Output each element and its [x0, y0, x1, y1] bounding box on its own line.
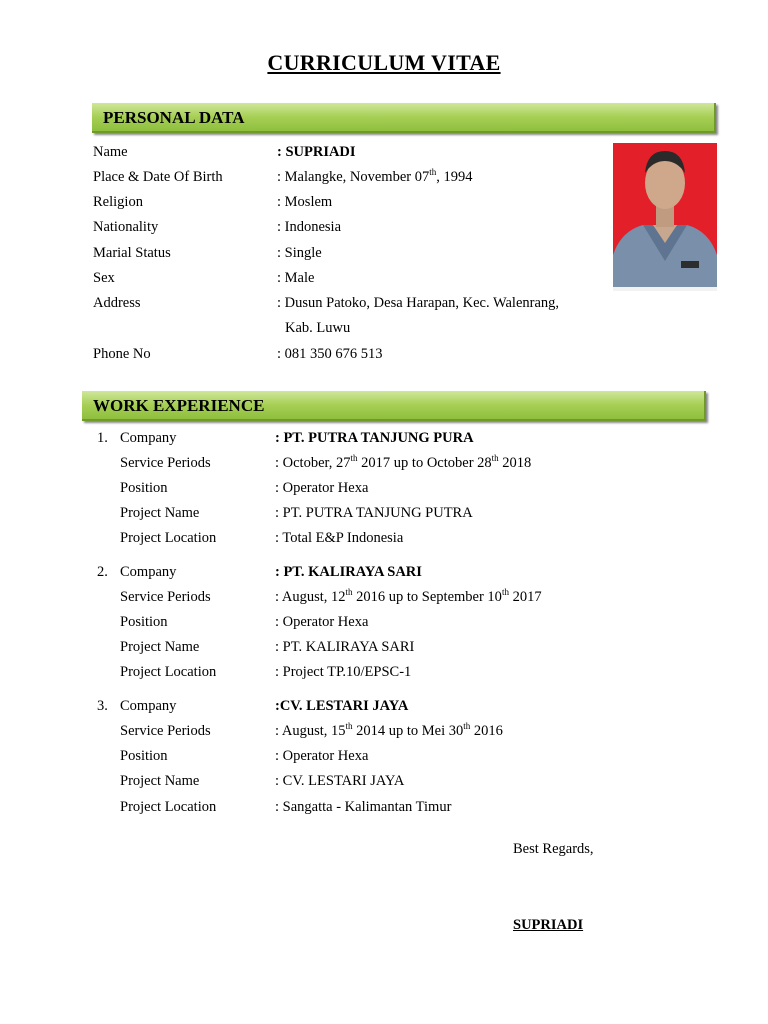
- phone-value: : 081 350 676 513: [277, 346, 383, 362]
- company-label: Company: [120, 698, 177, 714]
- company-value: :CV. LESTARI JAYA: [275, 698, 409, 714]
- person-portrait-icon: [613, 143, 717, 291]
- address-label: Address: [93, 295, 141, 311]
- period-label: Service Periods: [120, 589, 211, 605]
- company-value: : PT. KALIRAYA SARI: [275, 564, 422, 580]
- marital-value: : Single: [277, 245, 322, 261]
- period-label: Service Periods: [120, 723, 211, 739]
- address-value-line1: : Dusun Patoko, Desa Harapan, Kec. Walenrang,: [277, 295, 560, 311]
- company-label: Company: [120, 430, 177, 446]
- period-label: Service Periods: [120, 455, 211, 471]
- company-value: : PT. PUTRA TANJUNG PURA: [275, 430, 474, 446]
- address-value-line2: Kab. Luwu: [285, 320, 351, 336]
- period-value: : October, 27th 2017 up to October 28th 2018: [275, 453, 532, 471]
- project-location-label: Project Location: [120, 664, 217, 680]
- birth-label: Place & Date Of Birth: [93, 169, 223, 185]
- project-location-value: : Sangatta - Kalimantan Timur: [275, 799, 452, 815]
- nationality-value: : Indonesia: [277, 219, 342, 235]
- sex-label: Sex: [93, 270, 115, 286]
- project-name-label: Project Name: [120, 639, 200, 655]
- project-name-value: : PT. PUTRA TANJUNG PUTRA: [275, 505, 473, 521]
- name-value: : SUPRIADI: [277, 144, 356, 160]
- religion-value: : Moslem: [277, 194, 333, 210]
- project-location-value: : Total E&P Indonesia: [275, 530, 404, 546]
- period-value: : August, 12th 2016 up to September 10th 2017: [275, 587, 542, 605]
- project-name-label: Project Name: [120, 773, 200, 789]
- project-name-label: Project Name: [120, 505, 200, 521]
- birth-value: : Malangke, November 07th, 1994: [277, 167, 473, 185]
- work-experience-heading: WORK EXPERIENCE: [82, 391, 706, 421]
- nationality-label: Nationality: [93, 219, 159, 235]
- marital-label: Marial Status: [93, 245, 171, 261]
- job-number: 1.: [97, 430, 108, 446]
- period-value: : August, 15th 2014 up to Mei 30th 2016: [275, 721, 503, 739]
- job-number: 3.: [97, 698, 108, 714]
- company-label: Company: [120, 564, 177, 580]
- personal-data-heading: PERSONAL DATA: [92, 103, 716, 133]
- project-name-value: : CV. LESTARI JAYA: [275, 773, 405, 789]
- religion-label: Religion: [93, 194, 143, 210]
- document-title: CURRICULUM VITAE: [267, 50, 501, 75]
- position-label: Position: [120, 480, 168, 496]
- project-location-label: Project Location: [120, 799, 217, 815]
- position-value: : Operator Hexa: [275, 748, 369, 764]
- sex-value: : Male: [277, 270, 315, 286]
- closing-regards: Best Regards,: [513, 841, 594, 857]
- position-label: Position: [120, 748, 168, 764]
- phone-label: Phone No: [93, 346, 151, 362]
- position-value: : Operator Hexa: [275, 614, 369, 630]
- profile-photo: [613, 143, 717, 291]
- project-name-value: : PT. KALIRAYA SARI: [275, 639, 415, 655]
- signature-name: SUPRIADI: [513, 917, 584, 933]
- position-value: : Operator Hexa: [275, 480, 369, 496]
- project-location-label: Project Location: [120, 530, 217, 546]
- name-label: Name: [93, 144, 128, 160]
- job-number: 2.: [97, 564, 108, 580]
- position-label: Position: [120, 614, 168, 630]
- project-location-value: : Project TP.10/EPSC-1: [275, 664, 412, 680]
